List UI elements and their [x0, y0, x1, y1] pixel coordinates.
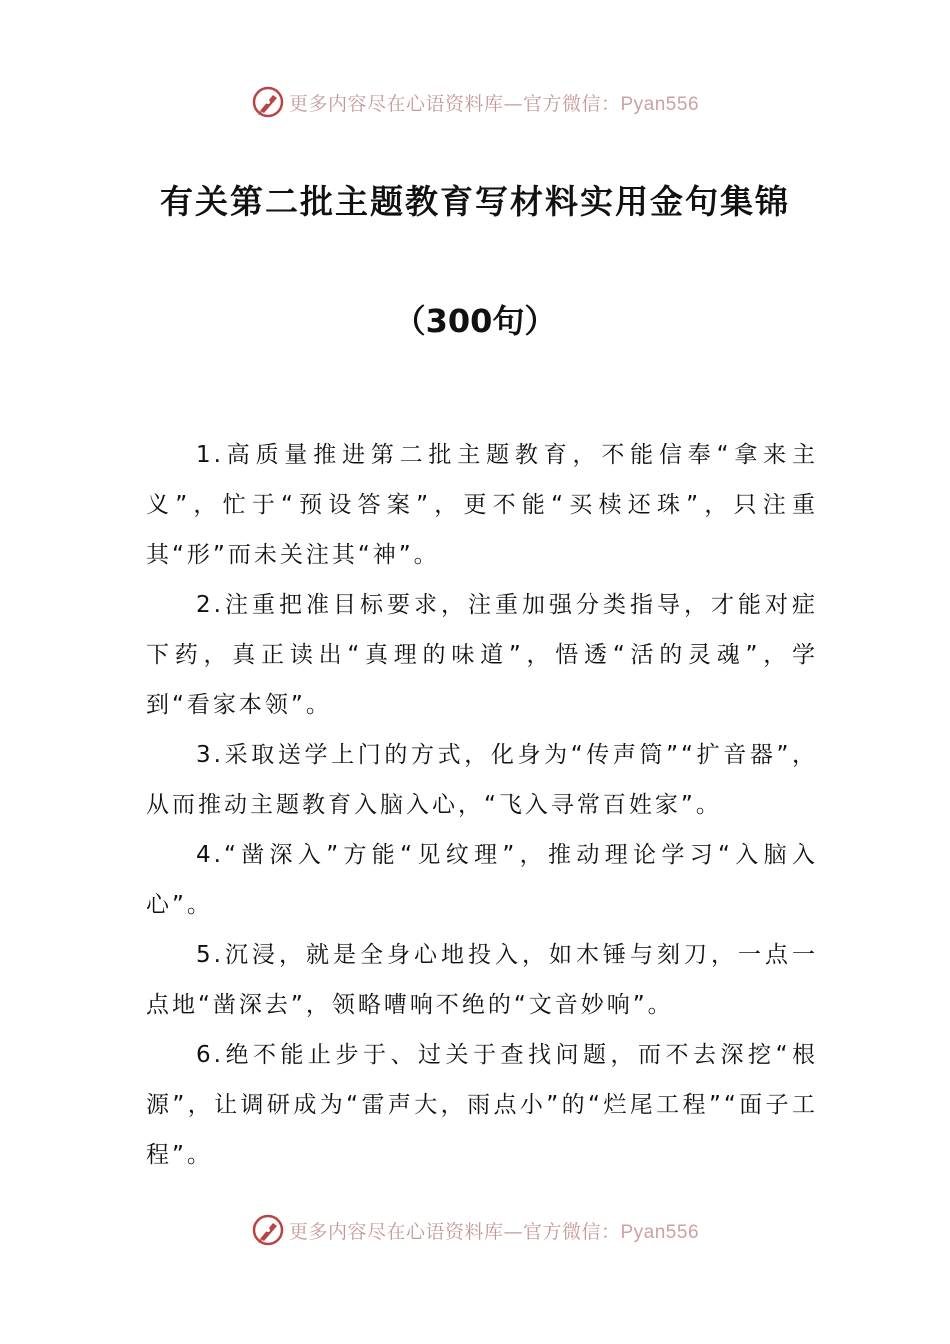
watermark-text: [289, 1217, 699, 1244]
paragraph-3: 3.采取送学上门的方式，化身为“传声筒”“扩音器”，从而推动主题教育入脑入心，“飞入寻常百姓家”。: [146, 742, 818, 818]
header-watermark: [0, 82, 950, 122]
document-body: [146, 430, 818, 1180]
paragraph-1: 1.高质量推进第二批主题教育，不能信奉“拿来主义”，忙于“预设答案”，更不能“买椟还珠”，只注重其“形”而未关注其“神”。: [146, 442, 818, 568]
watermark-wechat-id: Pyan556: [620, 1221, 700, 1243]
paragraph-2: 2.注重把准目标要求，注重加强分类指导，才能对症下药，真正读出“真理的味道”，悟透“活的灵魂”，学到“看家本领”。: [146, 592, 818, 718]
watermark-prefix: 更多内容尽在心语资料库—官方微信：: [288, 1220, 621, 1243]
document-title: 有关第二批主题教育写材料实用金句集锦: [160, 182, 790, 221]
paragraph-5: 5.沉浸，就是全身心地投入，如木锤与刻刀，一点一点地“凿深去”，领略嘈响不绝的“文音妙响”。: [146, 942, 818, 1018]
pen-nib-logo-icon: [251, 85, 285, 119]
footer-watermark: [0, 1210, 950, 1250]
pen-nib-logo-icon: [251, 1213, 285, 1247]
paragraph-4: 4.“凿深入”方能“见纹理”，推动理论学习“入脑入心”。: [146, 842, 818, 918]
watermark-prefix: 更多内容尽在心语资料库—官方微信：: [288, 92, 621, 115]
document-subtitle: （300句）: [393, 302, 557, 340]
watermark-text: [289, 89, 699, 116]
watermark-wechat-id: Pyan556: [620, 93, 700, 115]
paragraph-6: 6.绝不能止步于、过关于查找问题，而不去深挖“根源”，让调研成为“雷声大，雨点小”的“烂尾工程”“面子工程”。: [146, 1042, 818, 1168]
